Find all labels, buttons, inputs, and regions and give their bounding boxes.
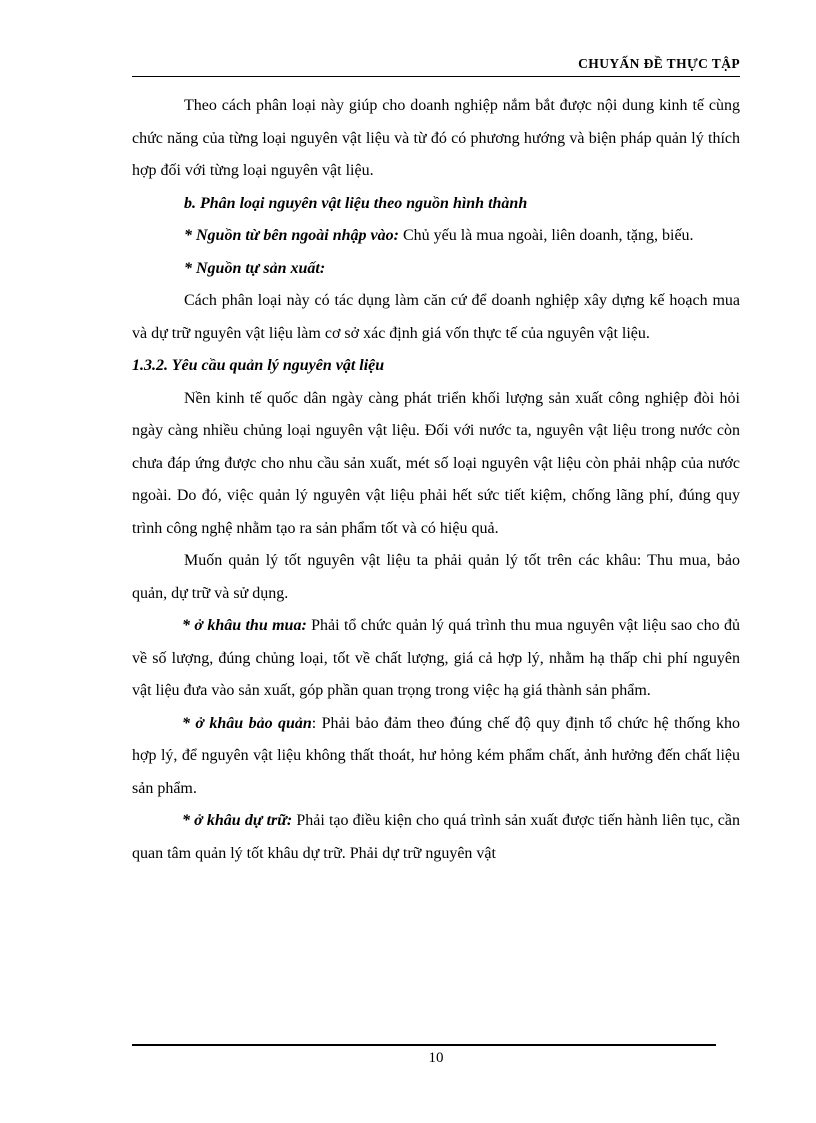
text-reserve: Phải tạo điều kiện cho quá trình sản xuất được tiến hành liên tục, cần quan tâm quản lý tốt khâu dự trữ. Phải dự trữ nguyên vật xyxy=(132,812,740,862)
paragraph-classification-summary: Theo cách phân loại này giúp cho doanh nghiệp nắm bắt được nội dung kinh tế cùng chức năng của từng loại nguyên vật liệu và từ đó có phương hướng và biện pháp quản lý thích hợp đối với từng loại nguyên vật liệu. xyxy=(132,97,740,179)
paragraph-external-source xyxy=(132,220,740,253)
text-purchasing: Phải tổ chức quản lý quá trình thu mua nguyên vật liệu sao cho đủ về số lượng, đúng chủng loại, tốt về chất lượng, giá cả hợp lý, nhằm hạ thấp chi phí nguyên vật liệu đưa vào sản xuất, góp phần quan trọng trong việc hạ giá thành sản phẩm. xyxy=(132,617,741,699)
paragraph-management-stages: Muốn quản lý tốt nguyên vật liệu ta phải quản lý tốt trên các khâu: Thu mua, bảo quản, dự trữ và sử dụng. xyxy=(132,552,740,602)
paragraph-purchasing xyxy=(132,610,740,708)
paragraph-reserve xyxy=(132,805,740,870)
paragraph-storage xyxy=(132,708,740,806)
label-self-produced: * Nguồn tự sản xuất: xyxy=(184,259,326,277)
section-heading-1-3-2: 1.3.2. Yêu cầu quản lý nguyên vật liệu xyxy=(132,357,385,374)
label-purchasing: * ở khâu thu mua: xyxy=(182,617,307,634)
label-external-source: * Nguồn từ bên ngoài nhập vào: xyxy=(184,227,399,244)
label-storage: * ở khâu bảo quản xyxy=(182,714,312,732)
page-number: 10 xyxy=(428,1050,444,1066)
label-reserve: * ở khâu dự trữ: xyxy=(182,812,293,829)
document-body xyxy=(132,90,740,870)
paragraph-self-produced xyxy=(132,253,740,286)
footer-divider xyxy=(132,1044,716,1046)
section-heading-b: b. Phân loại nguyên vật liệu theo nguồn hình thành xyxy=(184,194,528,212)
text-external-source: Chủ yếu là mua ngoài, liên doanh, tặng, biếu. xyxy=(398,227,694,244)
text-storage: : Phải bảo đảm theo đúng chế độ quy định tổ chức hệ thống kho hợp lý, để nguyên vật liệu không thất thoát, hư hỏng kém phẩm chất, ảnh hưởng đến chất liệu sản phẩm. xyxy=(132,714,740,797)
paragraph-economy: Nền kinh tế quốc dân ngày càng phát triển khối lượng sản xuất công nghiệp đòi hỏi ngày càng nhiều chủng loại nguyên vật liệu. Đối với nước ta, nguyên vật liệu trong nước còn chưa đáp ứng được cho nhu cầu sản xuất, mét số loại nguyên vật liệu còn phải nhập của nước ngoài. Do đó, việc quản lý nguyên vật liệu phải hết sức tiết kiệm, chống lãng phí, đúng quy trình công nghệ nhằm tạo ra sản phẩm tốt và có hiệu quả. xyxy=(132,389,740,537)
header-title: CHUYẤN ĐỀ THỰC TẬP xyxy=(578,56,740,71)
paragraph-classification-effect: Cách phân loại này có tác dụng làm căn cứ để doanh nghiệp xây dựng kế hoạch mua và dự trữ nguyên vật liệu làm cơ sở xác định giá vốn thực tế của nguyên vật liệu. xyxy=(132,292,740,342)
page-header xyxy=(132,52,740,77)
